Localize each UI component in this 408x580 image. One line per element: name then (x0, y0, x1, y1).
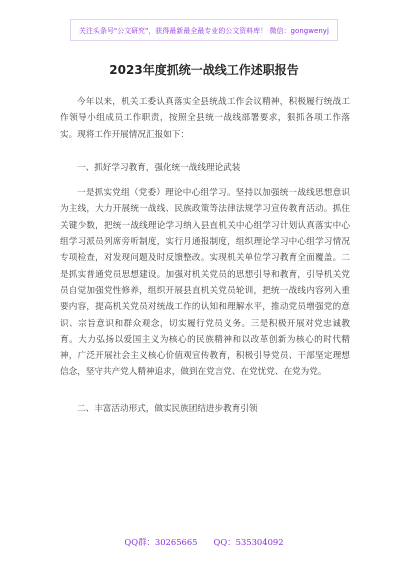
header-banner (70, 19, 338, 41)
footer-qq-group: QQ群：30265665 (124, 537, 198, 547)
footer-qq: QQ：535304092 (213, 537, 284, 547)
section-heading-2: 二、丰富活动形式，做实民族团结进步教育引领 (77, 403, 258, 414)
section-paragraph-1: 一是抓实党组（党委）理论中心组学习。坚持以加强统一战线思想意识为主线，大力开展统一战线、民族政策等法律法规学习宣传教育活动。抓住关键少数，把统一战线理论学习纳入县直机关中心组学习计划认真落实中心组学习派员列席旁听制度，实行月通报制度，组织理论学习中心组学习情况专项检查，对发现问题及时反馈整改。实现机关单位学习教育全面覆盖。二是抓实普通党员思想建设。加强对机关党员的思想引导和教育，引导机关党员自觉加强党性修养，组织开展县直机关党员轮训，把统一战线内容列入重要内容，提高机关党员对统战工作的认知和理解水平，推动党员增强党的意识、宗旨意识和群众观念，切实履行党员义务。三是积极开展对党忠诚教育。大力弘扬以爱国主义为核心的民族精神和以改革创新为核心的时代精神，广泛开展社会主义核心价值观宣传教育，积极引导党员、干部坚定理想信念，坚守共产党人精神追求，做到在党言党、在党忧党、在党为党。 (60, 188, 350, 378)
document-body (60, 94, 350, 426)
header-banner-text: 关注头条号"公文研究"，获得最新最全最专业的公文资料库！ 微信：gongwenyj (78, 27, 330, 35)
section-heading-1: 一、抓好学习教育，强化统一战线理论武装 (77, 162, 241, 173)
footer-contact (0, 536, 408, 548)
document-title: 2023年度抓统一战线工作述职报告 (109, 63, 299, 77)
intro-paragraph: 今年以来，机关工委认真落实全县统战工作会议精神，积极履行统战工作领导小组成员工作职责，按照全县统一战线部署要求，狠抓各项工作落实。现将工作开展情况汇报如下： (60, 97, 350, 140)
